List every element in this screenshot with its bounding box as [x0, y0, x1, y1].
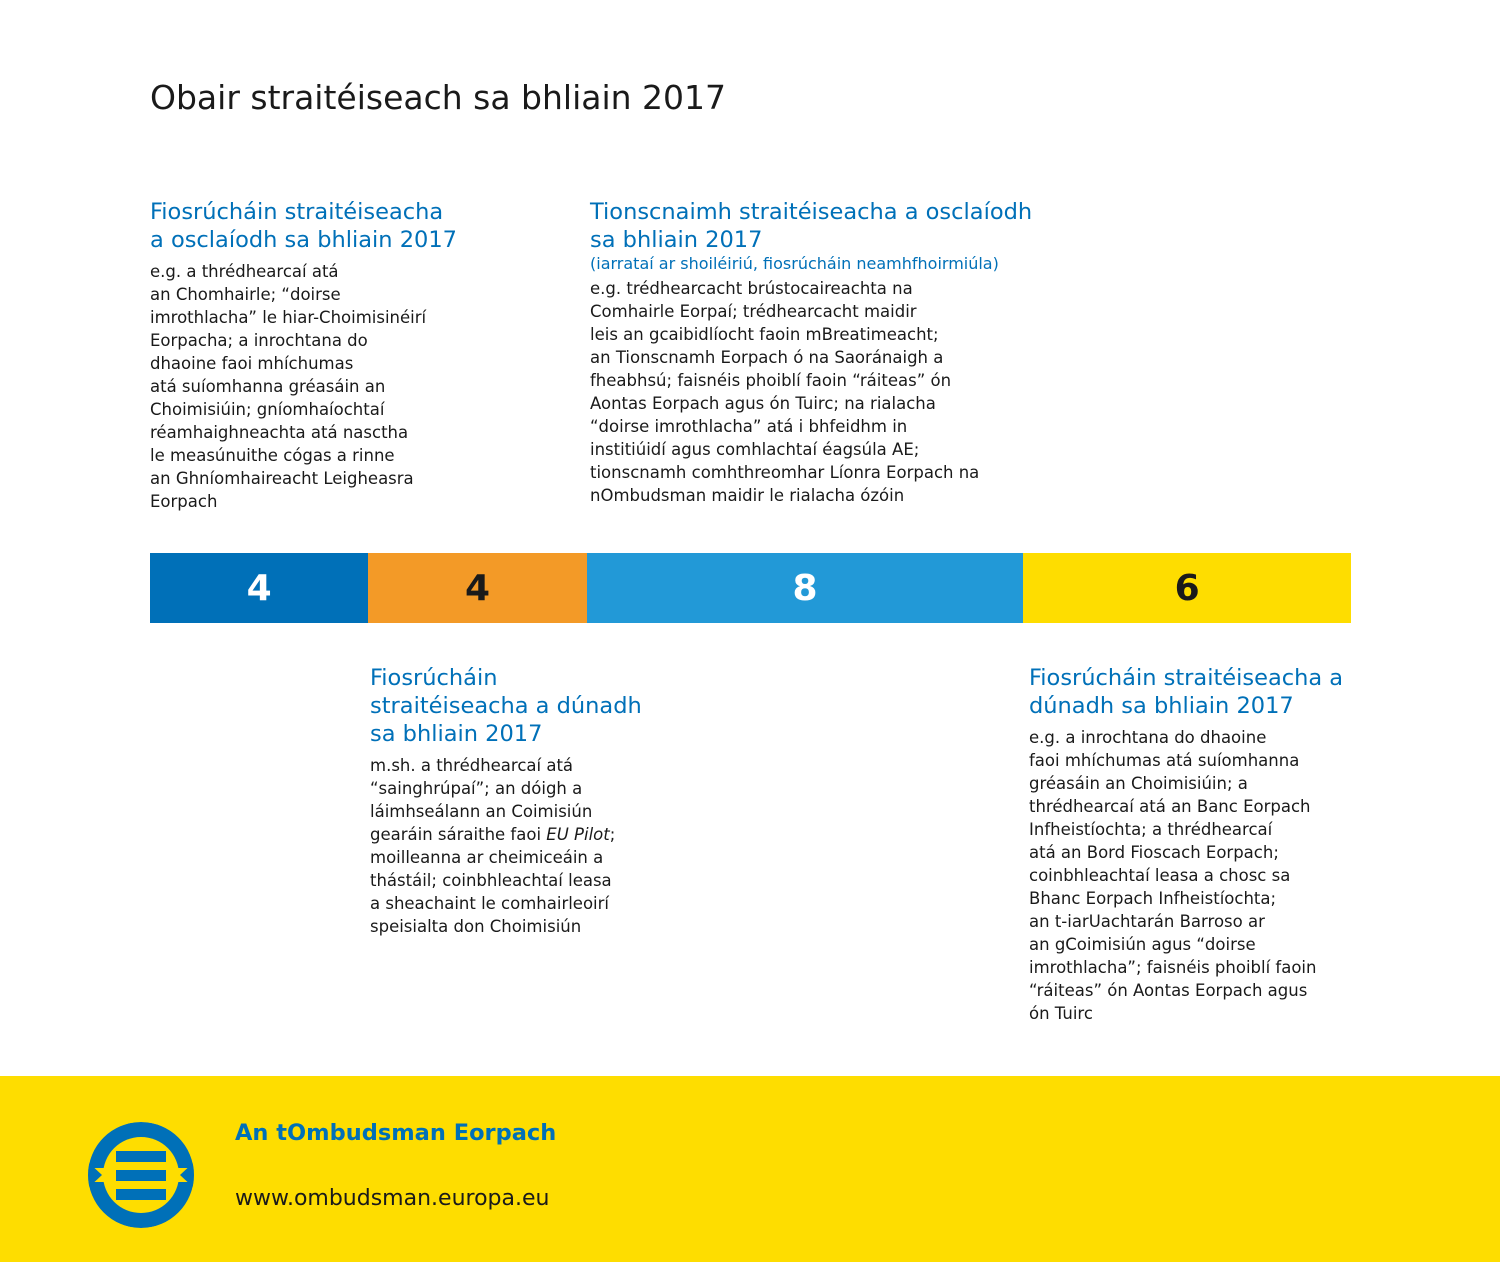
body-text: gearáin sáraithe faoi	[370, 825, 547, 844]
heading-line: dúnadh sa bhliain 2017	[1029, 693, 1294, 719]
website-link[interactable]: www.ombudsman.europa.eu	[235, 1186, 550, 1211]
body-line: m.sh. a thrédhearcaí atá	[370, 756, 574, 775]
body-line: institiúidí agus comhlachtaí éagsúla AE;	[590, 440, 920, 459]
heading-line: sa bhliain 2017	[370, 721, 543, 747]
opened-initiatives-heading	[590, 198, 1040, 274]
segment-closed-inquiries	[368, 553, 586, 623]
body-line: atá suíomhanna gréasáin an	[150, 377, 386, 396]
body-line: Choimisiúin; gníomhaíochtaí	[150, 400, 385, 419]
body-line: thrédhearcaí atá an Banc Eorpach	[1029, 797, 1311, 816]
closed-inquiries-b-examples	[1029, 726, 1359, 1025]
european-ombudsman-logo-icon	[88, 1122, 194, 1228]
eu-pilot-term: EU Pilot	[546, 825, 610, 844]
body-line: an Chomhairle; “doirse	[150, 285, 341, 304]
body-line: “ráiteas” ón Aontas Eorpach agus	[1029, 981, 1308, 1000]
closed-inquiries-heading	[370, 664, 660, 748]
body-line: thástáil; coinbhleachtaí leasa	[370, 871, 612, 890]
body-line: ón Tuirc	[1029, 1004, 1093, 1023]
body-line: faoi mhíchumas atá suíomhanna	[1029, 751, 1300, 770]
body-line: moilleanna ar cheimiceáin a	[370, 848, 604, 867]
segment-opened-inquiries	[150, 553, 368, 623]
opened-inquiries-block	[150, 198, 480, 513]
closed-inquiries-b-heading	[1029, 664, 1359, 720]
body-line: tionscnamh comhthreomhar Líonra Eorpach na	[590, 463, 980, 482]
heading-line: a osclaíodh sa bhliain 2017	[150, 227, 457, 253]
body-line: Bhanc Eorpach Infheistíochta;	[1029, 889, 1277, 908]
body-line: nOmbudsman maidir le rialacha ózóin	[590, 486, 905, 505]
organization-name: An tOmbudsman Eorpach	[235, 1120, 557, 1146]
body-line: réamhaighneachta atá nasctha	[150, 423, 409, 442]
heading-line: Fiosrúcháin	[370, 665, 498, 691]
opened-inquiries-examples	[150, 260, 480, 513]
body-line: gréasáin an Choimisiúin; a	[1029, 774, 1248, 793]
body-line: Aontas Eorpach agus ón Tuirc; na rialacha	[590, 394, 936, 413]
page-title: Obair straitéiseach sa bhliain 2017	[150, 78, 727, 117]
opened-initiatives-examples	[590, 277, 1040, 507]
segment-value: 4	[246, 567, 272, 609]
body-text: ;	[609, 825, 616, 844]
closed-inquiries-block	[370, 664, 660, 938]
opened-inquiries-heading	[150, 198, 480, 254]
opened-initiatives-subheading: (iarrataí ar shoiléiriú, fiosrúcháin neamhfhoirmiúla)	[590, 254, 999, 273]
segment-closed-inquiries-b	[1023, 553, 1351, 623]
footer	[0, 1076, 1500, 1262]
body-line: le measúnuithe cógas a rinne	[150, 446, 395, 465]
body-line: speisialta don Choimisiún	[370, 917, 582, 936]
body-line: fheabhsú; faisnéis phoiblí faoin “ráiteas” ón	[590, 371, 952, 390]
segment-opened-initiatives	[587, 553, 1024, 623]
body-line: an Ghníomhaireacht Leigheasra	[150, 469, 414, 488]
body-line: a sheachaint le comhairleoirí	[370, 894, 610, 913]
body-line: “doirse imrothlacha” atá i bhfeidhm in	[590, 417, 908, 436]
heading-line: Fiosrúcháin straitéiseacha a	[1029, 665, 1344, 691]
body-line: atá an Bord Fioscach Eorpach;	[1029, 843, 1279, 862]
body-line: imrothlacha” le hiar-Choimisinéirí	[150, 308, 427, 327]
body-line: imrothlacha”; faisnéis phoiblí faoin	[1029, 958, 1317, 977]
heading-line: Fiosrúcháin straitéiseacha	[150, 199, 444, 225]
body-line: an t-iarUachtarán Barroso ar	[1029, 912, 1265, 931]
body-line: Comhairle Eorpaí; trédhearcacht maidir	[590, 302, 917, 321]
body-line: Eorpach	[150, 492, 218, 511]
body-line: dhaoine faoi mhíchumas	[150, 354, 354, 373]
body-line: e.g. a inrochtana do dhaoine	[1029, 728, 1267, 747]
body-line	[370, 823, 660, 846]
heading-line: straitéiseacha a dúnadh	[370, 693, 642, 719]
body-line: láimhseálann an Coimisiún	[370, 802, 593, 821]
heading-line: Tionscnaimh straitéiseacha a osclaíodh	[590, 199, 1033, 225]
segment-value: 4	[465, 567, 491, 609]
proportion-bar	[150, 553, 1351, 623]
body-line: e.g. a thrédhearcaí atá	[150, 262, 339, 281]
body-line: e.g. trédhearcacht brústocaireachta na	[590, 279, 913, 298]
opened-initiatives-block	[590, 198, 1040, 507]
closed-inquiries-b-block	[1029, 664, 1359, 1025]
body-line: “sainghrúpaí”; an dóigh a	[370, 779, 583, 798]
body-line: an Tionscnamh Eorpach ó na Saoránaigh a	[590, 348, 944, 367]
heading-line: sa bhliain 2017	[590, 227, 763, 253]
body-line: Eorpacha; a inrochtana do	[150, 331, 368, 350]
body-line: Infheistíochta; a thrédhearcaí	[1029, 820, 1273, 839]
body-line: leis an gcaibidlíocht faoin mBreatimeacht;	[590, 325, 939, 344]
segment-value: 8	[792, 567, 818, 609]
closed-inquiries-examples	[370, 754, 660, 938]
body-line: coinbhleachtaí leasa a chosc sa	[1029, 866, 1291, 885]
segment-value: 6	[1174, 567, 1200, 609]
body-line: an gCoimisiún agus “doirse	[1029, 935, 1256, 954]
